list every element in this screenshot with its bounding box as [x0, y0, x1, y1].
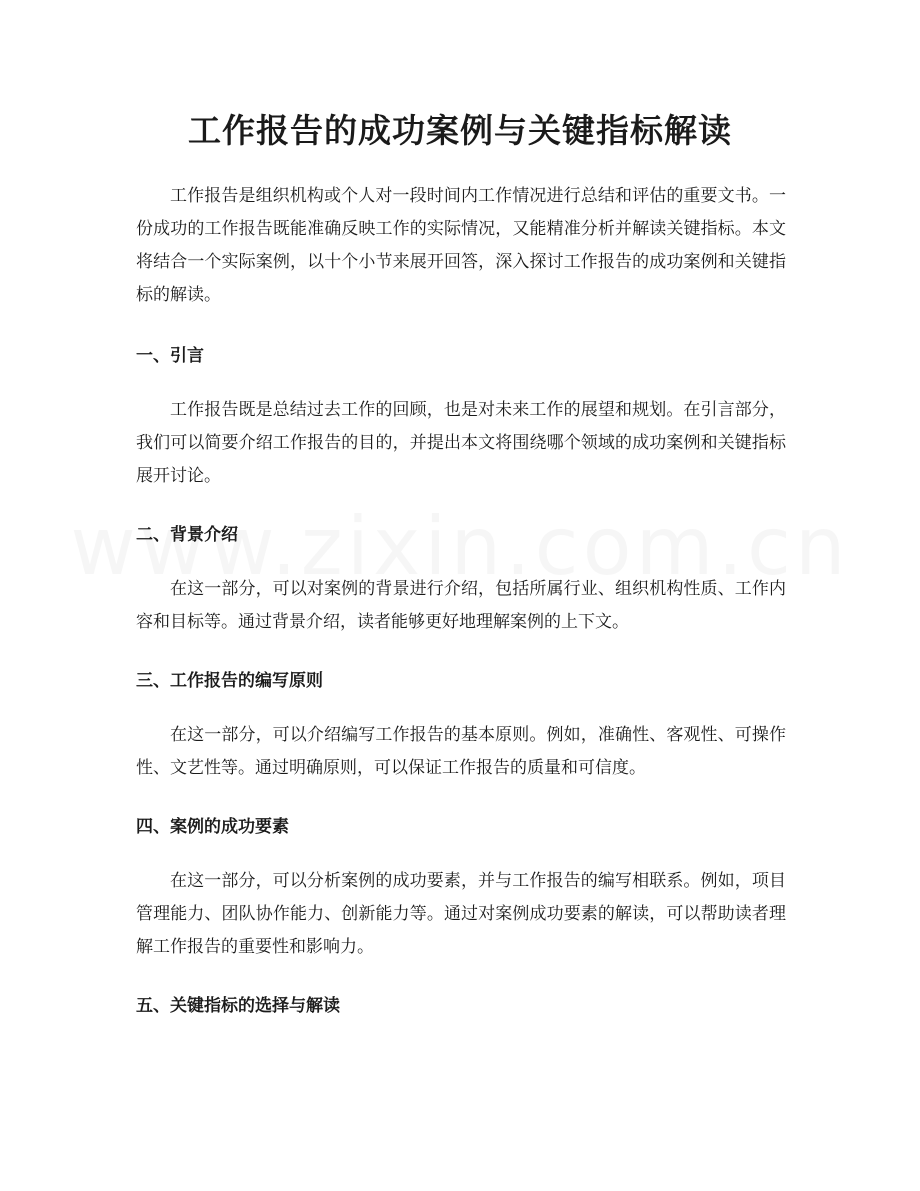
document-title: 工作报告的成功案例与关键指标解读	[188, 111, 732, 150]
section-paragraph: 工作报告既是总结过去工作的回顾，也是对未来工作的展望和规划。在引言部分，我们可以简要介绍工作报告的目的，并提出本文将围绕哪个领域的成功案例和关键指标展开讨论。	[136, 400, 786, 486]
section-heading: 二、背景介绍	[136, 525, 238, 545]
section-heading: 五、关键指标的选择与解读	[136, 996, 340, 1016]
section-paragraph: 在这一部分，可以介绍编写工作报告的基本原则。例如，准确性、客观性、可操作性、文艺性等。通过明确原则，可以保证工作报告的质量和可信度。	[136, 725, 786, 778]
document-body	[136, 180, 786, 1020]
section-paragraph: 在这一部分，可以分析案例的成功要素，并与工作报告的编写相联系。例如，项目管理能力、团队协作能力、创新能力等。通过对案例成功要素的解读，可以帮助读者理解工作报告的重要性和影响力。	[136, 871, 786, 957]
section-heading: 三、工作报告的编写原则	[136, 671, 323, 691]
section-heading: 四、案例的成功要素	[136, 817, 289, 837]
intro-paragraph: 工作报告是组织机构或个人对一段时间内工作情况进行总结和评估的重要文书。一份成功的工作报告既能准确反映工作的实际情况，又能精准分析并解读关键指标。本文将结合一个实际案例，以十个小节来展开回答，深入探讨工作报告的成功案例和关键指标的解读。	[136, 186, 786, 305]
section-heading: 一、引言	[136, 346, 204, 366]
section-paragraph: 在这一部分，可以对案例的背景进行介绍，包括所属行业、组织机构性质、工作内容和目标等。通过背景介绍，读者能够更好地理解案例的上下文。	[136, 579, 786, 632]
